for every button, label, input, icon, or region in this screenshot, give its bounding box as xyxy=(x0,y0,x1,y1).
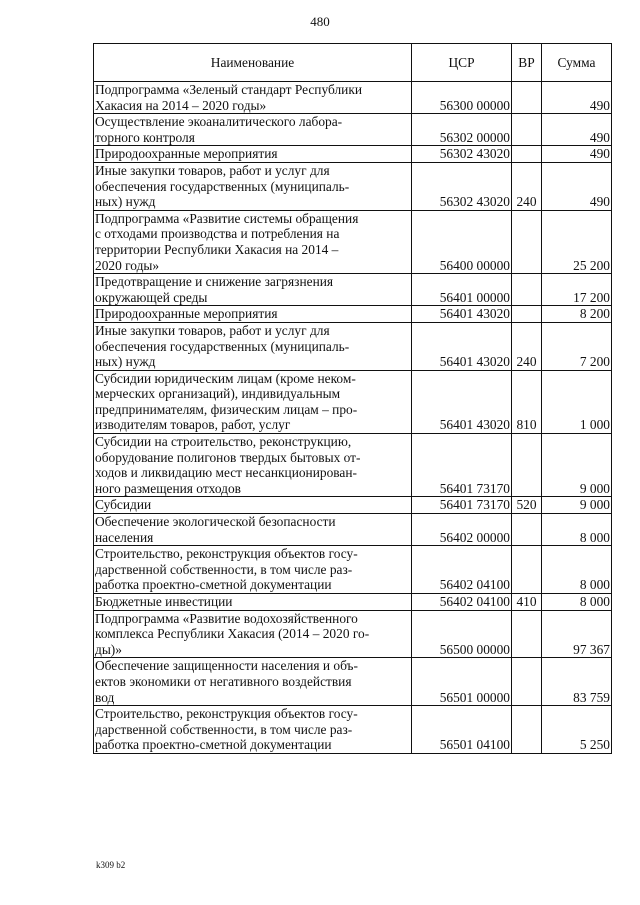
row-name-line: комплекса Республики Хакасия (2014 – 2020 го- xyxy=(95,626,370,642)
row-name-line: Обеспечение экологической безопасности xyxy=(95,514,336,530)
row-name-line: Строительство, реконструкция объектов госу- xyxy=(95,546,358,562)
row-name-line: предпринимателям, физическим лицам – про- xyxy=(95,401,358,417)
row-vr-cell xyxy=(512,306,542,323)
table-row xyxy=(94,162,612,210)
row-name-cell xyxy=(94,658,412,706)
table-row xyxy=(94,610,612,658)
page-number: 480 xyxy=(310,14,330,29)
row-name-cell xyxy=(94,497,412,514)
row-sum-cell: 9 000 xyxy=(542,497,612,514)
table-row xyxy=(94,370,612,433)
row-vr-cell xyxy=(512,114,542,146)
row-name-line: ных) нужд xyxy=(95,354,156,370)
table-header-row xyxy=(94,44,612,82)
row-name-cell xyxy=(94,210,412,273)
row-name-cell xyxy=(94,594,412,611)
row-name-line: ектов экономики от негативного воздействия xyxy=(95,673,352,689)
row-sum-cell: 97 367 xyxy=(542,610,612,658)
row-sum-cell: 490 xyxy=(542,82,612,114)
row-name-cell xyxy=(94,546,412,594)
row-csr-cell: 56401 43020 xyxy=(412,322,512,370)
row-name-cell xyxy=(94,82,412,114)
table-row xyxy=(94,706,612,754)
table-row xyxy=(94,210,612,273)
row-vr-cell xyxy=(512,658,542,706)
row-name-line: дарственной собственности, в том числе раз- xyxy=(95,721,353,737)
row-csr-cell: 56402 04100 xyxy=(412,594,512,611)
row-name-line: торного контроля xyxy=(95,129,195,145)
row-name-line: Бюджетные инвестиции xyxy=(95,594,233,609)
row-name-cell xyxy=(94,514,412,546)
row-vr-cell xyxy=(512,546,542,594)
row-name-line: оборудование полигонов твердых бытовых от- xyxy=(95,449,361,465)
row-name-line: Субсидии на строительство, реконструкцию, xyxy=(95,434,352,450)
table-row xyxy=(94,146,612,163)
row-csr-cell: 56402 04100 xyxy=(412,546,512,594)
row-vr-cell xyxy=(512,514,542,546)
row-name-line: Осуществление экоаналитического лабора- xyxy=(95,114,343,130)
table-row xyxy=(94,594,612,611)
row-vr-cell xyxy=(512,610,542,658)
row-vr-cell xyxy=(512,146,542,163)
row-csr-cell: 56302 43020 xyxy=(412,146,512,163)
row-name-cell xyxy=(94,434,412,497)
row-sum-cell: 83 759 xyxy=(542,658,612,706)
row-csr-cell: 56302 43020 xyxy=(412,162,512,210)
row-name-line: населения xyxy=(95,529,154,545)
row-vr-cell xyxy=(512,82,542,114)
row-name-cell xyxy=(94,370,412,433)
row-csr-cell: 56401 73170 xyxy=(412,497,512,514)
row-csr-cell: 56401 43020 xyxy=(412,370,512,433)
row-vr-cell xyxy=(512,210,542,273)
row-sum-cell: 17 200 xyxy=(542,274,612,306)
row-name-line: территории Республики Хакасия на 2014 – xyxy=(95,241,339,257)
row-name-line: Строительство, реконструкция объектов госу- xyxy=(95,706,358,722)
row-name-line: 2020 годы» xyxy=(95,257,160,273)
row-vr-cell: 240 xyxy=(512,162,542,210)
row-name-line: Предотвращение и снижение загрязнения xyxy=(95,274,334,290)
row-name-cell xyxy=(94,306,412,323)
row-name-line: ходов и ликвидацию мест несанкционирован- xyxy=(95,465,357,481)
table-row xyxy=(94,82,612,114)
row-csr-cell: 56500 00000 xyxy=(412,610,512,658)
row-csr-cell: 56401 43020 xyxy=(412,306,512,323)
row-sum-cell: 490 xyxy=(542,114,612,146)
row-name-cell xyxy=(94,322,412,370)
row-name-line: Субсидии xyxy=(95,497,152,513)
row-csr-cell: 56400 00000 xyxy=(412,210,512,273)
row-vr-cell: 410 xyxy=(512,594,542,611)
footer-code: k309 b2 xyxy=(96,860,126,870)
row-name-line: ного размещения отходов xyxy=(95,480,242,496)
row-sum-cell: 8 000 xyxy=(542,594,612,611)
row-name-line: Подпрограмма «Развитие водохозяйственного xyxy=(95,610,358,626)
row-name-line: Иные закупки товаров, работ и услуг для xyxy=(95,322,330,338)
table-row xyxy=(94,497,612,514)
row-name-line: мерческих организаций), индивидуальным xyxy=(95,386,341,402)
row-name-line: обеспечения государственных (муниципаль- xyxy=(95,178,350,194)
row-name-line: с отходами производства и потребления на xyxy=(95,226,340,242)
row-name-line: работка проектно-сметной документации xyxy=(95,737,332,753)
row-name-line: Субсидии юридическим лицам (кроме неком- xyxy=(95,370,356,386)
row-vr-cell xyxy=(512,434,542,497)
table-row xyxy=(94,658,612,706)
row-name-line: ных) нужд xyxy=(95,194,156,210)
table-row xyxy=(94,114,612,146)
row-csr-cell: 56302 00000 xyxy=(412,114,512,146)
row-name-cell xyxy=(94,114,412,146)
row-sum-cell: 1 000 xyxy=(542,370,612,433)
row-vr-cell xyxy=(512,274,542,306)
row-name-line: Природоохранные мероприятия xyxy=(95,306,278,322)
table-row xyxy=(94,274,612,306)
row-sum-cell: 490 xyxy=(542,162,612,210)
row-name-line: обеспечения государственных (муниципаль- xyxy=(95,338,350,354)
table-row xyxy=(94,434,612,497)
row-vr-cell xyxy=(512,706,542,754)
header-name: Наименование xyxy=(94,44,412,82)
row-name-line: Обеспечение защищенности населения и объ- xyxy=(95,658,358,674)
row-name-line: окружающей среды xyxy=(95,289,208,305)
row-name-line: изводителям товаров, работ, услуг xyxy=(95,417,291,433)
row-name-line: вод xyxy=(95,689,115,705)
budget-table xyxy=(93,43,612,754)
row-name-line: работка проектно-сметной документации xyxy=(95,577,332,593)
header-csr: ЦСР xyxy=(412,44,512,82)
table-row xyxy=(94,322,612,370)
row-name-line: Подпрограмма «Развитие системы обращения xyxy=(95,210,359,226)
row-name-line: Природоохранные мероприятия xyxy=(95,146,278,162)
row-name-cell xyxy=(94,706,412,754)
row-name-line: Хакасия на 2014 – 2020 годы» xyxy=(95,97,267,113)
row-csr-cell: 56501 00000 xyxy=(412,658,512,706)
header-sum: Сумма xyxy=(542,44,612,82)
table-body xyxy=(94,82,612,754)
row-name-cell xyxy=(94,146,412,163)
row-name-cell xyxy=(94,274,412,306)
row-sum-cell: 8 200 xyxy=(542,306,612,323)
row-sum-cell: 25 200 xyxy=(542,210,612,273)
row-csr-cell: 56300 00000 xyxy=(412,82,512,114)
row-sum-cell: 5 250 xyxy=(542,706,612,754)
row-sum-cell: 8 000 xyxy=(542,514,612,546)
table-row xyxy=(94,546,612,594)
header-vr: ВР xyxy=(512,44,542,82)
row-sum-cell: 490 xyxy=(542,146,612,163)
row-sum-cell: 8 000 xyxy=(542,546,612,594)
table-row xyxy=(94,514,612,546)
row-vr-cell: 810 xyxy=(512,370,542,433)
row-sum-cell: 7 200 xyxy=(542,322,612,370)
row-name-line: Иные закупки товаров, работ и услуг для xyxy=(95,162,330,178)
row-vr-cell: 520 xyxy=(512,497,542,514)
row-name-cell xyxy=(94,610,412,658)
row-name-cell xyxy=(94,162,412,210)
row-csr-cell: 56402 00000 xyxy=(412,514,512,546)
row-csr-cell: 56501 04100 xyxy=(412,706,512,754)
row-sum-cell: 9 000 xyxy=(542,434,612,497)
row-name-line: дарственной собственности, в том числе раз- xyxy=(95,561,353,577)
row-csr-cell: 56401 73170 xyxy=(412,434,512,497)
row-vr-cell: 240 xyxy=(512,322,542,370)
row-name-line: Подпрограмма «Зеленый стандарт Республики xyxy=(95,82,362,97)
row-name-line: ды)» xyxy=(95,641,122,657)
row-csr-cell: 56401 00000 xyxy=(412,274,512,306)
table-row xyxy=(94,306,612,323)
